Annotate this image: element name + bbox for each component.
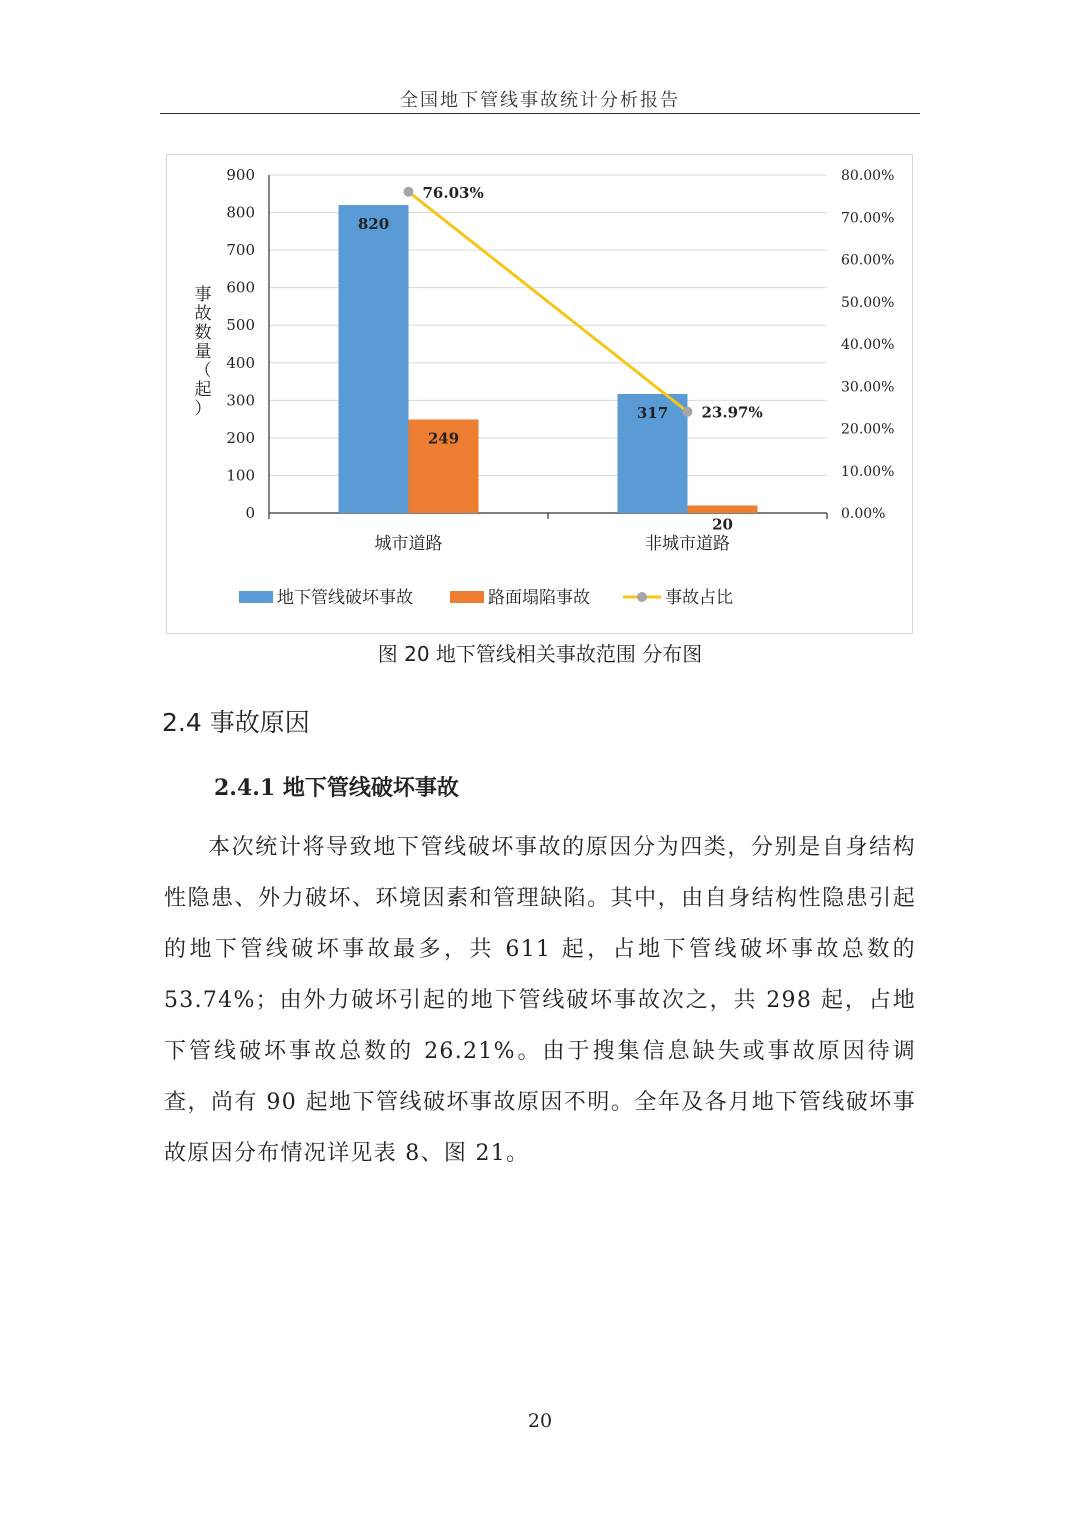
report-header-title: 全国地下管线事故统计分析报告 — [400, 90, 680, 111]
section-heading: 2.4 事故原因 — [162, 708, 310, 737]
y-tick-label: 900 — [226, 166, 255, 184]
y-axis-title-char: （ — [194, 361, 212, 381]
y2-tick-label: 50.00% — [841, 294, 895, 311]
y2-tick-label: 40.00% — [841, 337, 895, 353]
x-category-label: 非城市道路 — [645, 534, 730, 554]
y-axis-title-char: 故 — [194, 304, 212, 324]
y-axis-title-char: 起 — [194, 380, 212, 400]
bar — [339, 205, 409, 513]
y-axis-title-char: 量 — [194, 342, 212, 362]
y-axis-title-char: ） — [194, 399, 212, 419]
y-tick-label: 800 — [226, 203, 255, 222]
y2-tick-label: 30.00% — [841, 379, 895, 396]
y-tick-label: 600 — [226, 278, 255, 297]
figure-20-chart — [166, 154, 913, 634]
chart-svg — [167, 155, 914, 635]
bar-value-label: 317 — [636, 403, 669, 422]
bar-value-label: 820 — [357, 215, 390, 234]
y-axis-title-char: 事 — [194, 285, 212, 305]
bar-value-label: 20 — [712, 515, 733, 534]
header-divider — [160, 113, 920, 114]
y-tick-label: 0 — [245, 504, 255, 522]
line-marker — [404, 187, 414, 197]
line-marker — [683, 407, 693, 417]
legend-label: 路面塌陷事故 — [488, 588, 590, 608]
line-value-label: 76.03% — [422, 183, 484, 202]
y-tick-label: 400 — [226, 353, 255, 372]
y2-tick-label: 60.00% — [841, 252, 895, 269]
y-tick-label: 100 — [226, 466, 255, 485]
y-tick-label: 700 — [226, 241, 255, 260]
page-number: 20 — [527, 1410, 553, 1432]
y-tick-label: 500 — [226, 316, 255, 335]
y2-tick-label: 70.00% — [841, 210, 895, 227]
y2-tick-label: 10.00% — [841, 463, 895, 480]
legend-swatch — [450, 591, 484, 603]
y2-tick-label: 0.00% — [841, 506, 886, 522]
x-category-label: 城市道路 — [374, 534, 443, 554]
y-tick-label: 200 — [226, 428, 255, 447]
legend-label: 地下管线破坏事故 — [277, 588, 413, 608]
figure-caption: 图 20 地下管线相关事故范围 分布图 — [377, 642, 703, 666]
subsection-heading: 2.4.1 地下管线破坏事故 — [214, 775, 459, 801]
y-tick-label: 300 — [226, 391, 255, 410]
y2-tick-label: 20.00% — [841, 421, 895, 438]
y2-tick-label: 80.00% — [841, 168, 895, 184]
bar-value-label: 249 — [427, 429, 460, 448]
bar — [688, 505, 758, 513]
body-paragraph: 本次统计将导致地下管线破坏事故的原因分为四类，分别是自身结构性隐患、外力破坏、环境因素和管理缺陷。其中，由自身结构性隐患引起的地下管线破坏事故最多，共 611 起，占地下管线破坏事故总数的 53.74%；由外力破坏引起的地下管线破坏事故次之，共 298 起，占地下管线破坏事故总数的 26.21%。由于搜集信息缺失或事故原因待调查，尚有 90 起地下管线破坏事故原因不明。全年及各月地下管线破坏事故原因分布情况详见表 8、图 21。 — [164, 835, 916, 1166]
legend-swatch — [239, 591, 273, 603]
line-value-label: 23.97% — [701, 403, 763, 422]
line-series — [409, 192, 688, 412]
legend-marker — [637, 592, 647, 602]
legend-label: 事故占比 — [665, 588, 733, 608]
y-axis-title-char: 数 — [194, 323, 212, 343]
